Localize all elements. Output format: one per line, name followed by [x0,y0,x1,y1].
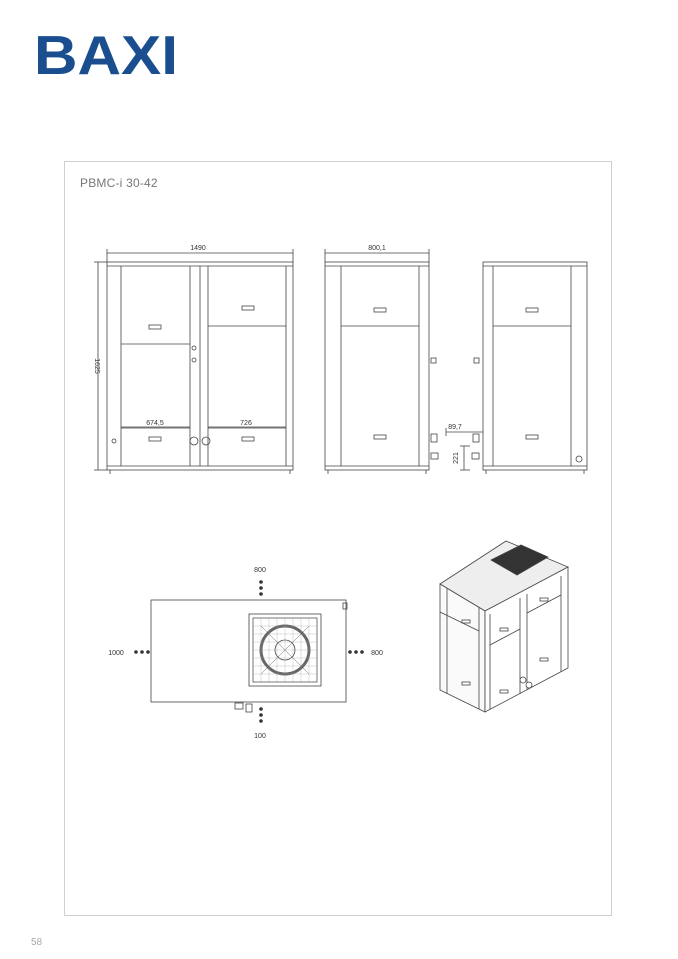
dim-front-width: 1490 [190,245,206,252]
model-title: PBMC-i 30-42 [80,176,158,190]
isometric-view [440,541,568,712]
top-view [151,600,347,712]
dim-side-width: 800,1 [368,245,386,252]
dim-connection-offset: 89,7 [448,424,462,431]
clearance-top: 800 [254,567,266,574]
svg-text:BAXI: BAXI [34,28,178,78]
clearance-right: 800 [371,650,383,657]
clearance-bottom: 100 [254,733,266,740]
clearance-left: 1000 [108,650,124,657]
dim-height: 1625 [93,358,100,374]
front-view [94,249,293,474]
dim-left-section: 674,5 [146,420,164,427]
page-number: 58 [31,937,43,948]
rear-view [446,262,587,474]
dim-right-section: 726 [240,420,252,427]
side-view [325,249,438,474]
dim-connection-height: 221 [453,452,460,464]
